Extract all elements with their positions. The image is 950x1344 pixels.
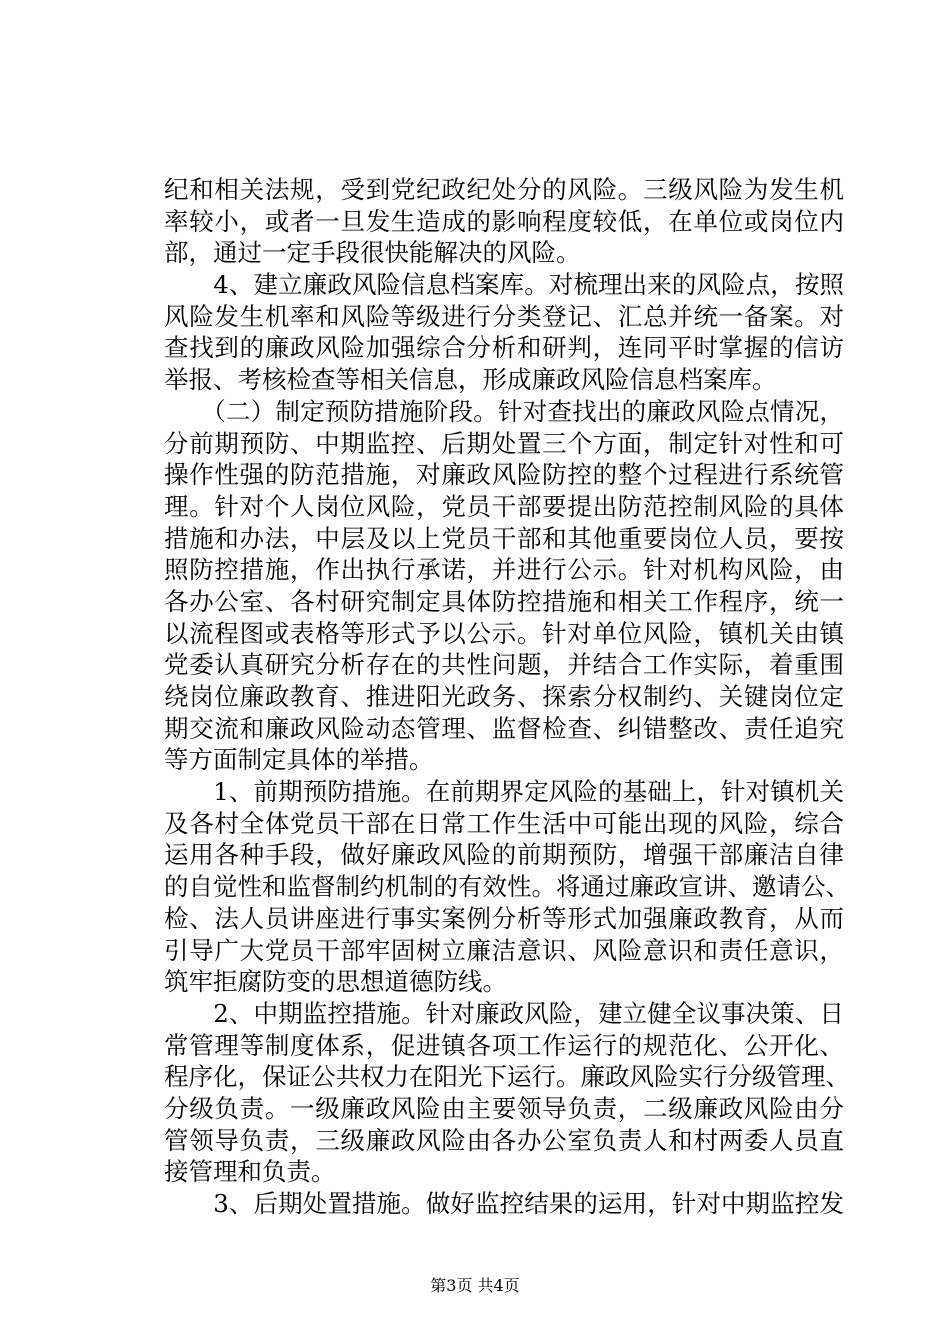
text-line: 期交流和廉政风险动态管理、监督检查、纠错整改、责任追究 bbox=[164, 713, 844, 743]
text-line: 2、中期监控措施。针对廉政风险，建立健全议事决策、日 bbox=[164, 998, 844, 1028]
text-line: 各办公室、各村研究制定具体防控措施和相关工作程序，统一 bbox=[164, 586, 844, 616]
text-line: 检、法人员讲座进行事实案例分析等形式加强廉政教育，从而 bbox=[164, 903, 844, 933]
text-line: 引导广大党员干部牢固树立廉洁意识、风险意识和责任意识， bbox=[164, 935, 844, 965]
text-line: 照防控措施，作出执行承诺，并进行公示。针对机构风险，由 bbox=[164, 555, 844, 585]
text-line: 常管理等制度体系，促进镇各项工作运行的规范化、公开化、 bbox=[164, 1030, 844, 1060]
text-line: 接管理和负责。 bbox=[164, 1157, 336, 1187]
text-line: 查找到的廉政风险加强综合分析和研判，连同平时掌握的信访 bbox=[164, 333, 844, 363]
text-line: 等方面制定具体的举措。 bbox=[164, 745, 434, 775]
text-line: 的自觉性和监督制约机制的有效性。将通过廉政宣讲、邀请公、 bbox=[164, 872, 850, 902]
text-line: 以流程图或表格等形式予以公示。针对单位风险，镇机关由镇 bbox=[164, 618, 844, 648]
text-line: 及各村全体党员干部在日常工作生活中可能出现的风险，综合 bbox=[164, 808, 844, 838]
text-line: 绕岗位廉政教育、推进阳光政务、探索分权制约、关键岗位定 bbox=[164, 682, 844, 711]
text-line: 举报、考核检查等相关信息，形成廉政风险信息档案库。 bbox=[164, 365, 777, 395]
text-line: 4、建立廉政风险信息档案库。对梳理出来的风险点，按照 bbox=[164, 270, 844, 300]
text-line: 率较小，或者一旦发生造成的影响程度较低，在单位或岗位内 bbox=[164, 206, 844, 236]
text-line: 程序化，保证公共权力在阳光下运行。廉政风险实行分级管理、 bbox=[164, 1062, 850, 1092]
text-line: 措施和办法，中层及以上党员干部和其他重要岗位人员，要按 bbox=[164, 523, 844, 553]
text-line: 分前期预防、中期监控、后期处置三个方面，制定针对性和可 bbox=[164, 428, 844, 458]
text-line: （二）制定预防措施阶段。针对查找出的廉政风险点情况， bbox=[164, 396, 844, 426]
text-line: 纪和相关法规，受到党纪政纪处分的风险。三级风险为发生机 bbox=[164, 175, 844, 204]
text-line: 理。针对个人岗位风险，党员干部要提出防范控制风险的具体 bbox=[164, 491, 844, 521]
text-line: 管领导负责，三级廉政风险由各办公室负责人和村两委人员直 bbox=[164, 1125, 844, 1155]
text-line: 党委认真研究分析存在的共性问题，并结合工作实际，着重围 bbox=[164, 650, 844, 680]
text-line: 风险发生机率和风险等级进行分类登记、汇总并统一备案。对 bbox=[164, 301, 844, 331]
text-line: 3、后期处置措施。做好监控结果的运用，针对中期监控发 bbox=[164, 1189, 844, 1218]
text-line: 操作性强的防范措施，对廉政风险防控的整个过程进行系统管 bbox=[164, 460, 844, 490]
text-line: 1、前期预防措施。在前期界定风险的基础上，针对镇机关 bbox=[164, 777, 844, 807]
text-line: 分级负责。一级廉政风险由主要领导负责，二级廉政风险由分 bbox=[164, 1093, 844, 1123]
document-body bbox=[164, 174, 850, 1220]
text-line: 部，通过一定手段很快能解决的风险。 bbox=[164, 238, 581, 268]
text-line: 运用各种手段，做好廉政风险的前期预防，增强干部廉洁自律 bbox=[164, 840, 844, 870]
page-footer: 第3页 共4页 bbox=[430, 1276, 520, 1295]
text-line: 筑牢拒腐防变的思想道德防线。 bbox=[164, 967, 507, 997]
